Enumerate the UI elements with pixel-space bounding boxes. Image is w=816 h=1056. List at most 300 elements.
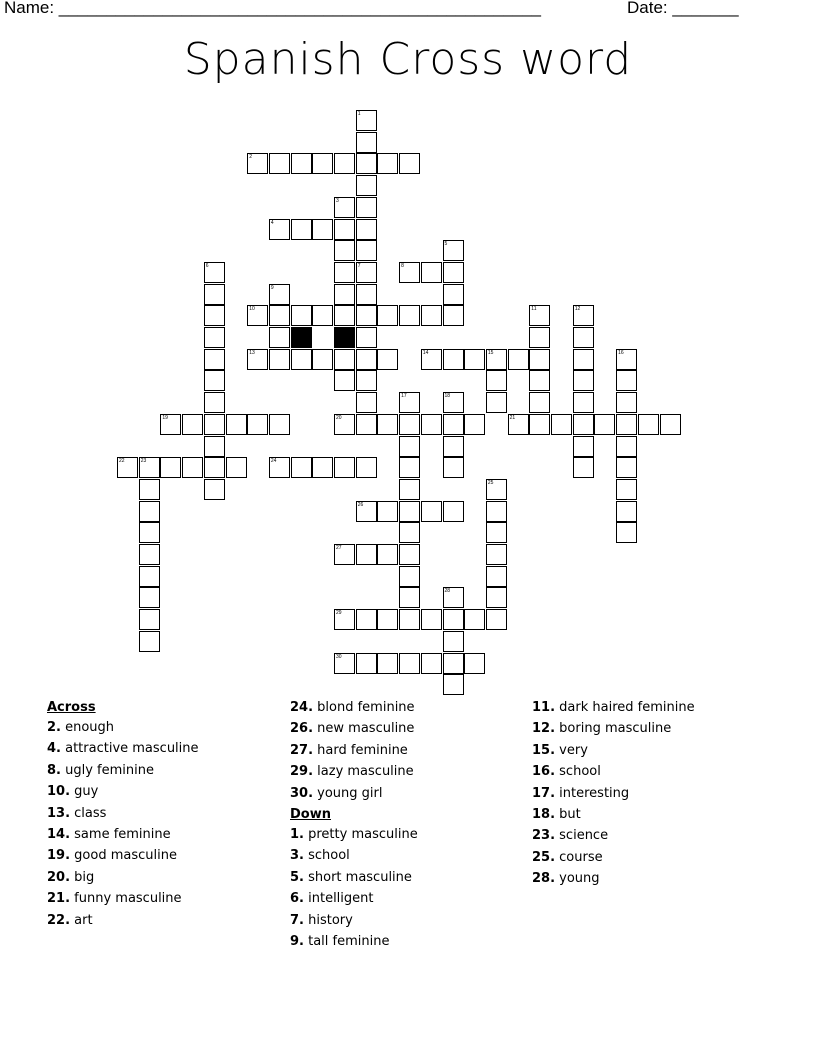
crossword-cell[interactable] — [160, 414, 181, 435]
clues-heading: Down — [290, 806, 331, 822]
crossword-cell[interactable] — [594, 414, 615, 435]
crossword-cell[interactable] — [399, 587, 420, 608]
clue-item-number: 7. — [290, 912, 304, 928]
crossword-cell[interactable] — [291, 457, 312, 478]
crossword-cell[interactable] — [356, 544, 377, 565]
crossword-cell[interactable] — [312, 219, 333, 240]
crossword-cell[interactable] — [139, 566, 160, 587]
crossword-cell[interactable] — [486, 544, 507, 565]
clues-column-2 — [290, 700, 418, 955]
crossword-cell[interactable] — [117, 457, 138, 478]
crossword-cell[interactable] — [356, 501, 377, 522]
crossword-cell[interactable] — [356, 284, 377, 305]
clue-item-number: 13. — [47, 805, 71, 821]
crossword-cell[interactable] — [443, 457, 464, 478]
crossword-cell[interactable] — [399, 262, 420, 283]
crossword-cell[interactable] — [312, 305, 333, 326]
crossword-cell[interactable] — [204, 479, 225, 500]
crossword-cell[interactable] — [334, 305, 355, 326]
clue-item-text: intelligent — [303, 891, 374, 907]
crossword-cell[interactable] — [443, 414, 464, 435]
clue-item-text: history — [303, 912, 353, 928]
crossword-cell[interactable] — [399, 544, 420, 565]
crossword-cell[interactable] — [356, 609, 377, 630]
clue-item — [47, 848, 199, 869]
crossword-cell[interactable] — [204, 370, 225, 391]
clue-item-text: young — [555, 871, 600, 887]
crossword-cell[interactable] — [573, 414, 594, 435]
crossword-cell[interactable] — [291, 153, 312, 174]
crossword-cell[interactable] — [421, 653, 442, 674]
crossword-cell[interactable] — [377, 153, 398, 174]
clue-item-text: attractive masculine — [60, 741, 199, 757]
crossword-cell[interactable] — [312, 457, 333, 478]
clue-item — [47, 806, 199, 827]
crossword-cell[interactable] — [464, 414, 485, 435]
crossword-cell[interactable] — [573, 457, 594, 478]
crossword-cell[interactable] — [486, 349, 507, 370]
clue-number: 18 — [444, 393, 451, 400]
crossword-cell[interactable] — [356, 392, 377, 413]
crossword-cell[interactable] — [486, 609, 507, 630]
crossword-cell[interactable] — [269, 457, 290, 478]
crossword-cell[interactable] — [139, 501, 160, 522]
crossword-cell[interactable] — [356, 132, 377, 153]
crossword-cell[interactable] — [616, 522, 637, 543]
crossword-cell[interactable] — [508, 414, 529, 435]
crossword-cell[interactable] — [334, 240, 355, 261]
clue-item — [532, 828, 695, 849]
crossword-cell[interactable] — [269, 284, 290, 305]
crossword-cell[interactable] — [356, 414, 377, 435]
clue-number: 21 — [509, 414, 516, 421]
clue-number: 30 — [336, 653, 342, 660]
crossword-cell[interactable] — [529, 370, 550, 391]
crossword-cell[interactable] — [399, 436, 420, 457]
crossword-cell[interactable] — [377, 501, 398, 522]
clue-item-number: 11. — [532, 700, 556, 715]
crossword-cell[interactable] — [334, 457, 355, 478]
clue-item-text: lazy masculine — [313, 764, 414, 780]
clue-item — [290, 848, 418, 869]
crossword-cell[interactable] — [486, 392, 507, 413]
crossword-cell[interactable] — [573, 392, 594, 413]
clue-item — [290, 913, 418, 934]
clue-item-number: 14. — [47, 826, 71, 842]
crossword-cell[interactable] — [334, 219, 355, 240]
clue-number: 10 — [249, 306, 255, 313]
clue-number: 1 — [357, 111, 361, 117]
crossword-cell[interactable] — [334, 609, 355, 630]
crossword-cell[interactable] — [356, 262, 377, 283]
clue-item-number: 3. — [290, 848, 304, 864]
crossword-cell[interactable] — [204, 262, 225, 283]
crossword-cell[interactable] — [529, 349, 550, 370]
clue-item-number: 5. — [290, 869, 304, 885]
crossword-cell[interactable] — [573, 349, 594, 370]
clues-column-1 — [47, 700, 199, 934]
crossword-cell[interactable] — [464, 609, 485, 630]
crossword-cell[interactable] — [334, 284, 355, 305]
crossword-cell[interactable] — [334, 370, 355, 391]
crossword-cell[interactable] — [334, 153, 355, 174]
clue-item — [290, 721, 418, 742]
crossword-cell[interactable] — [443, 305, 464, 326]
clue-item-text: school — [303, 848, 350, 864]
crossword-cell[interactable] — [356, 457, 377, 478]
clue-item-text: class — [70, 805, 107, 821]
clues-column-3 — [532, 700, 695, 893]
clue-item — [47, 827, 199, 848]
crossword-cell[interactable] — [443, 284, 464, 305]
crossword-cell[interactable] — [334, 197, 355, 218]
clue-item-number: 27. — [290, 742, 314, 758]
crossword-cell[interactable] — [573, 436, 594, 457]
clue-item-text: dark haired feminine — [555, 700, 695, 715]
crossword-cell[interactable] — [226, 457, 247, 478]
clue-item-text: short masculine — [303, 869, 412, 885]
clue-item — [532, 807, 695, 828]
clue-item-number: 16. — [532, 764, 556, 780]
crossword-cell[interactable] — [443, 653, 464, 674]
crossword-cell[interactable] — [139, 631, 160, 652]
clue-item-number: 15. — [532, 742, 556, 758]
clue-item — [47, 763, 199, 784]
crossword-cell[interactable] — [573, 370, 594, 391]
crossword-cell[interactable] — [312, 349, 333, 370]
crossword-cell[interactable] — [616, 349, 637, 370]
crossword-cell[interactable] — [464, 349, 485, 370]
crossword-cell[interactable] — [421, 501, 442, 522]
crossword-cell[interactable] — [204, 349, 225, 370]
crossword-cell[interactable] — [356, 219, 377, 240]
crossword-cell[interactable] — [312, 153, 333, 174]
crossword-cell[interactable] — [377, 414, 398, 435]
crossword-cell[interactable] — [616, 414, 637, 435]
crossword-cell[interactable] — [443, 262, 464, 283]
crossword-cell[interactable] — [399, 479, 420, 500]
clue-number: 5 — [444, 241, 448, 248]
crossword-cell[interactable] — [269, 305, 290, 326]
crossword-cell[interactable] — [399, 414, 420, 435]
crossword-cell[interactable] — [204, 436, 225, 457]
clue-item-number: 29. — [290, 764, 314, 780]
clue-number: 20 — [336, 414, 342, 421]
name-field-label: Name: ___________________________________________________ — [4, 0, 541, 17]
crossword-cell[interactable] — [443, 240, 464, 261]
crossword-cell[interactable] — [356, 153, 377, 174]
clue-number: 25 — [487, 479, 494, 486]
crossword-cell[interactable] — [443, 349, 464, 370]
clue-number: 19 — [162, 414, 168, 421]
clue-number: 27 — [336, 545, 342, 551]
crossword-cell[interactable] — [399, 305, 420, 326]
clue-item-text: blond feminine — [313, 700, 415, 715]
crossword-cell[interactable] — [616, 501, 637, 522]
clue-item-text: course — [555, 849, 603, 865]
clue-item — [290, 786, 418, 807]
crossword-cell[interactable] — [399, 153, 420, 174]
crossword-cell[interactable] — [247, 414, 268, 435]
crossword-cell[interactable] — [291, 219, 312, 240]
clue-number: 15 — [487, 349, 494, 356]
clue-item-text: tall feminine — [303, 933, 390, 949]
crossword-cell[interactable] — [269, 219, 290, 240]
clue-item — [290, 827, 418, 848]
clue-item-number: 9. — [290, 933, 304, 949]
clue-number: 23 — [140, 458, 147, 465]
clue-item-number: 23. — [532, 828, 556, 844]
crossword-cell[interactable] — [356, 370, 377, 391]
clue-item-number: 1. — [290, 826, 304, 842]
crossword-cell[interactable] — [421, 414, 442, 435]
clue-item-number: 28. — [532, 871, 556, 887]
crossword-black-cell — [334, 327, 355, 348]
crossword-cell[interactable] — [356, 305, 377, 326]
crossword-cell[interactable] — [377, 653, 398, 674]
crossword-cell[interactable] — [204, 392, 225, 413]
clue-item-text: pretty masculine — [303, 826, 418, 842]
clue-item-text: art — [70, 912, 93, 928]
clue-item-number: 17. — [532, 785, 556, 801]
clue-item-number: 12. — [532, 721, 556, 737]
crossword-cell[interactable] — [443, 631, 464, 652]
clue-item — [290, 743, 418, 764]
clue-item-number: 30. — [290, 785, 314, 801]
clue-number: 9 — [270, 284, 274, 291]
crossword-cell[interactable] — [399, 566, 420, 587]
clue-item — [532, 850, 695, 871]
clue-item — [290, 700, 418, 721]
crossword-cell[interactable] — [486, 370, 507, 391]
clue-item-number: 4. — [47, 741, 61, 757]
date-field-label: Date: _______ — [627, 0, 739, 17]
crossword-cell[interactable] — [443, 436, 464, 457]
crossword-cell[interactable] — [421, 262, 442, 283]
clue-item-number: 6. — [290, 891, 304, 907]
clue-item — [47, 720, 199, 741]
crossword-cell[interactable] — [377, 349, 398, 370]
clue-number: 14 — [422, 349, 429, 356]
crossword-cell[interactable] — [529, 327, 550, 348]
crossword-cell[interactable] — [356, 175, 377, 196]
crossword-cell[interactable] — [508, 349, 529, 370]
crossword-cell[interactable] — [443, 674, 464, 695]
clue-item-text: ugly feminine — [60, 762, 154, 778]
crossword-cell[interactable] — [204, 457, 225, 478]
clues-heading: Across — [47, 700, 96, 715]
crossword-cell[interactable] — [486, 522, 507, 543]
crossword-cell[interactable] — [334, 544, 355, 565]
clue-item-text: funny masculine — [70, 891, 182, 907]
clue-item — [290, 870, 418, 891]
crossword-cell[interactable] — [139, 522, 160, 543]
crossword-cell[interactable] — [399, 392, 420, 413]
crossword-cell[interactable] — [291, 349, 312, 370]
crossword-cell[interactable] — [486, 501, 507, 522]
clue-item — [47, 913, 199, 934]
clue-number: 22 — [119, 458, 125, 465]
crossword-cell[interactable] — [269, 349, 290, 370]
crossword-cell[interactable] — [356, 327, 377, 348]
clue-item-number: 22. — [47, 912, 71, 928]
crossword-cell[interactable] — [616, 479, 637, 500]
crossword-cell[interactable] — [356, 349, 377, 370]
clue-item — [47, 891, 199, 912]
clue-item — [290, 764, 418, 785]
clue-item-text: very — [555, 742, 588, 758]
crossword-cell[interactable] — [421, 349, 442, 370]
clue-number: 7 — [357, 262, 361, 269]
crossword-cell[interactable] — [443, 587, 464, 608]
crossword-cell[interactable] — [464, 653, 485, 674]
crossword-cell[interactable] — [160, 457, 181, 478]
crossword-cell[interactable] — [573, 305, 594, 326]
clue-item-text: school — [555, 764, 601, 780]
crossword-cell[interactable] — [182, 414, 203, 435]
crossword-black-cell — [291, 327, 312, 348]
clue-item-text: boring masculine — [555, 721, 672, 737]
clue-number: 13 — [249, 349, 255, 356]
clue-number: 28 — [444, 588, 451, 595]
clue-item-text: same feminine — [70, 826, 171, 842]
clue-item-number: 20. — [47, 869, 71, 885]
clue-item-text: hard feminine — [313, 742, 408, 758]
clue-item — [532, 764, 695, 785]
crossword-cell[interactable] — [334, 262, 355, 283]
crossword-cell[interactable] — [334, 653, 355, 674]
clue-number: 12 — [574, 306, 581, 313]
clue-item-number: 18. — [532, 806, 556, 822]
clue-item — [532, 700, 695, 721]
clue-item — [532, 871, 695, 892]
crossword-cell[interactable] — [529, 305, 550, 326]
clue-item — [532, 721, 695, 742]
clue-number: 11 — [531, 306, 537, 313]
crossword-cell[interactable] — [443, 501, 464, 522]
crossword-cell[interactable] — [529, 392, 550, 413]
crossword-cell[interactable] — [139, 544, 160, 565]
clue-item-text: big — [70, 869, 95, 885]
crossword-cell[interactable] — [139, 587, 160, 608]
clue-item-number: 19. — [47, 848, 71, 864]
crossword-cell[interactable] — [269, 153, 290, 174]
crossword-cell[interactable] — [443, 392, 464, 413]
crossword-cell[interactable] — [377, 305, 398, 326]
clue-item — [290, 934, 418, 955]
crossword-cell[interactable] — [377, 544, 398, 565]
crossword-cell[interactable] — [204, 327, 225, 348]
crossword-cell[interactable] — [204, 305, 225, 326]
clue-item-text: interesting — [555, 785, 630, 801]
clue-number: 17 — [401, 393, 407, 400]
crossword-cell[interactable] — [291, 305, 312, 326]
crossword-cell[interactable] — [356, 240, 377, 261]
crossword-cell[interactable] — [399, 609, 420, 630]
crossword-cell[interactable] — [269, 414, 290, 435]
clue-number: 29 — [336, 610, 342, 617]
crossword-cell[interactable] — [616, 392, 637, 413]
clue-number: 24 — [270, 458, 277, 465]
clue-item-text: good masculine — [70, 848, 177, 864]
crossword-cell[interactable] — [529, 414, 550, 435]
clue-item-number: 25. — [532, 849, 556, 865]
crossword-cell[interactable] — [443, 609, 464, 630]
clue-item — [532, 786, 695, 807]
crossword-cell[interactable] — [356, 653, 377, 674]
clue-item — [532, 743, 695, 764]
crossword-cell[interactable] — [399, 653, 420, 674]
clue-number: 6 — [205, 262, 209, 269]
clue-number: 8 — [401, 262, 404, 269]
crossword-cell[interactable] — [551, 414, 572, 435]
crossword-cell[interactable] — [139, 457, 160, 478]
crossword-cell[interactable] — [399, 501, 420, 522]
crossword-cell[interactable] — [269, 327, 290, 348]
clue-item-number: 24. — [290, 700, 314, 715]
crossword-cell[interactable] — [660, 414, 681, 435]
clue-item — [47, 870, 199, 891]
clue-item-number: 10. — [47, 784, 71, 800]
clue-item-text: new masculine — [313, 721, 415, 737]
clue-number: 2 — [249, 154, 252, 161]
clue-item-number: 2. — [47, 720, 61, 735]
crossword-cell[interactable] — [399, 522, 420, 543]
crossword-cell[interactable] — [486, 479, 507, 500]
clue-item-text: guy — [70, 784, 99, 800]
clue-item-number: 21. — [47, 891, 71, 907]
crossword-cell[interactable] — [421, 609, 442, 630]
clue-item-text: science — [555, 828, 609, 844]
clue-item-text: young girl — [313, 785, 383, 801]
clue-item-number: 8. — [47, 762, 61, 778]
crossword-cell[interactable] — [226, 414, 247, 435]
crossword-cell[interactable] — [204, 414, 225, 435]
crossword-cell[interactable] — [334, 349, 355, 370]
crossword-cell[interactable] — [638, 414, 659, 435]
crossword-cell[interactable] — [377, 609, 398, 630]
clue-item-number: 26. — [290, 721, 314, 737]
clue-item — [47, 741, 199, 762]
crossword-cell[interactable] — [421, 305, 442, 326]
clue-number: 16 — [618, 349, 624, 356]
crossword-cell[interactable] — [139, 609, 160, 630]
crossword-cell[interactable] — [486, 566, 507, 587]
crossword-cell[interactable] — [486, 587, 507, 608]
crossword-cell[interactable] — [247, 305, 268, 326]
clue-item — [290, 891, 418, 912]
clue-item — [47, 784, 199, 805]
crossword-cell[interactable] — [182, 457, 203, 478]
crossword-cell[interactable] — [616, 457, 637, 478]
crossword-cell[interactable] — [356, 110, 377, 131]
crossword-cell[interactable] — [399, 457, 420, 478]
clue-item-text: but — [555, 806, 581, 822]
clue-number: 4 — [270, 219, 274, 226]
crossword-cell[interactable] — [616, 436, 637, 457]
clue-number: 26 — [357, 501, 364, 508]
page-title: Spanish Cross word — [183, 34, 633, 85]
crossword-cell[interactable] — [204, 284, 225, 305]
crossword-cell[interactable] — [616, 370, 637, 391]
crossword-cell[interactable] — [573, 327, 594, 348]
crossword-cell[interactable] — [334, 414, 355, 435]
crossword-cell[interactable] — [247, 349, 268, 370]
crossword-cell[interactable] — [139, 479, 160, 500]
crossword-cell[interactable] — [247, 153, 268, 174]
crossword-cell[interactable] — [356, 197, 377, 218]
clue-item-text: enough — [60, 720, 115, 735]
